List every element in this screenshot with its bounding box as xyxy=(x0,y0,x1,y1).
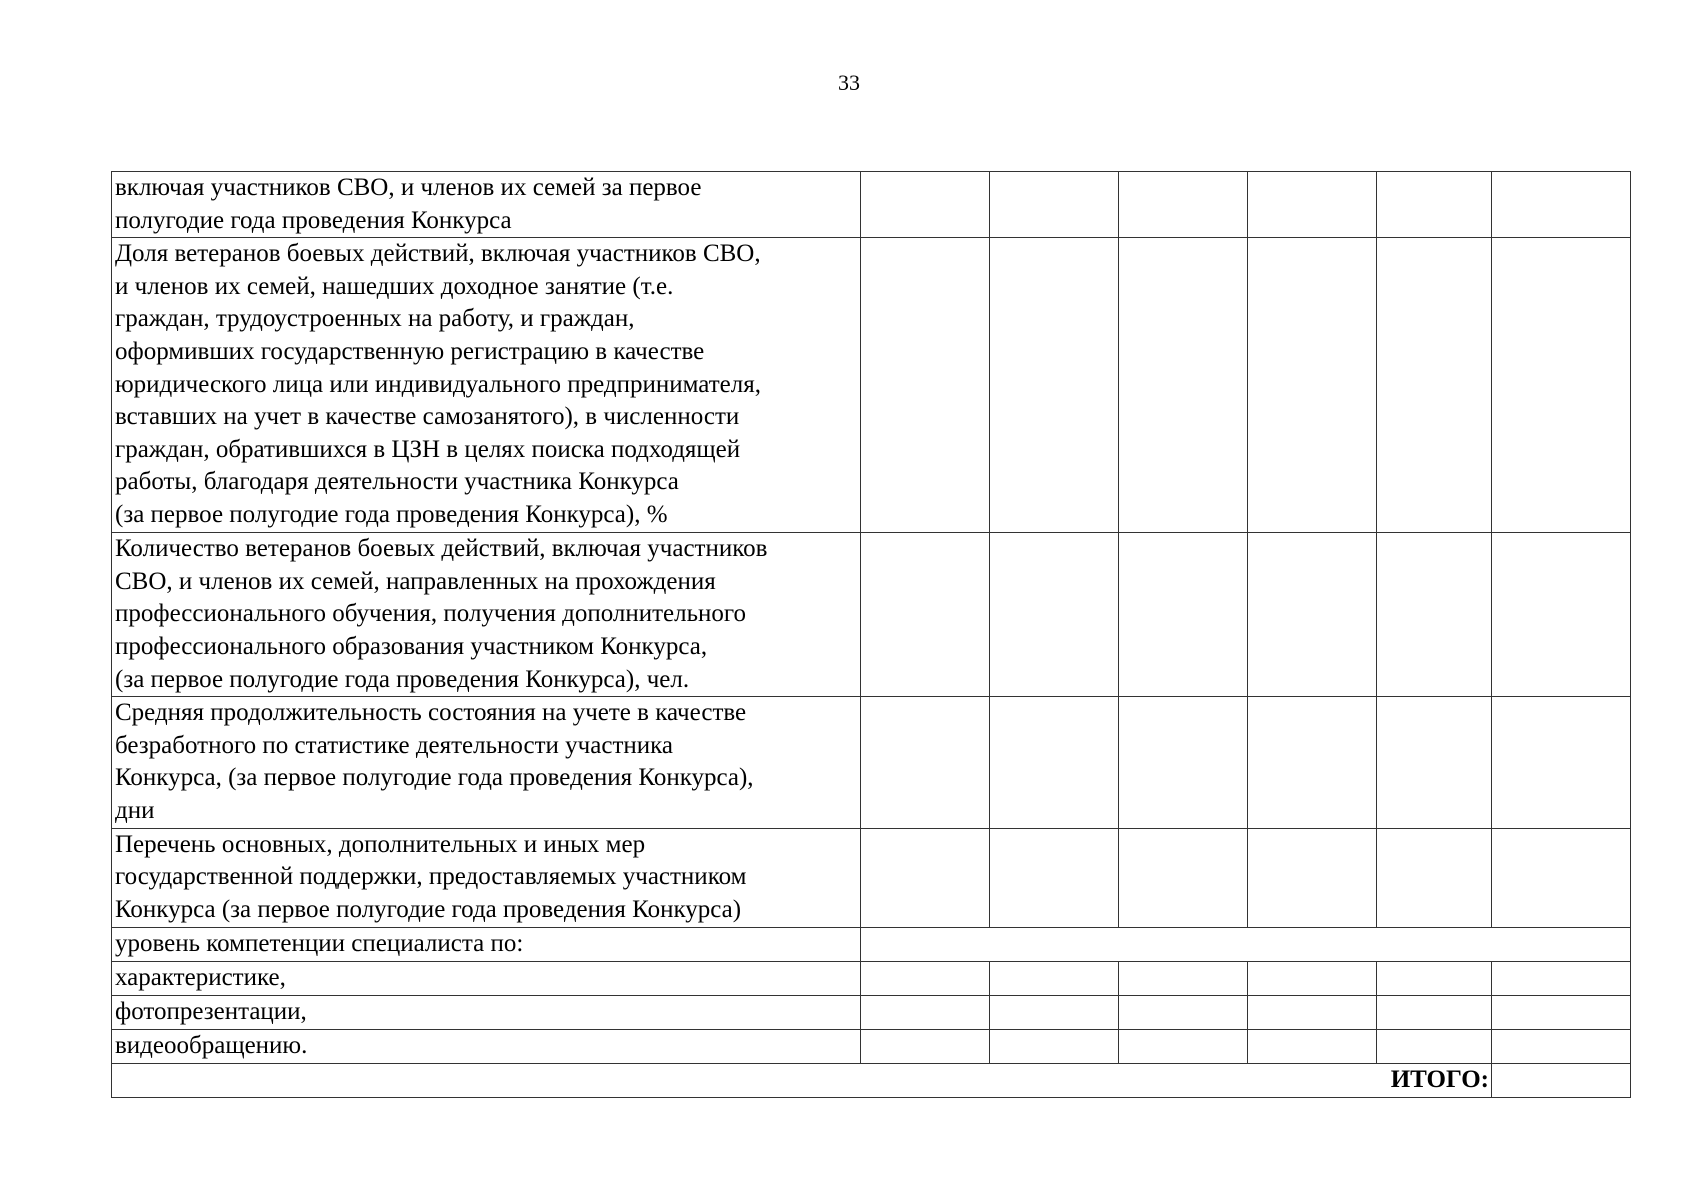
score-cell[interactable] xyxy=(861,238,990,533)
score-cell[interactable] xyxy=(1119,533,1248,697)
score-cell[interactable] xyxy=(1492,995,1631,1029)
total-value-cell[interactable] xyxy=(1492,1063,1631,1097)
score-cell[interactable] xyxy=(1492,172,1631,238)
score-cell[interactable] xyxy=(861,828,990,927)
criterion-text: (за первое полугодие года проведения Конкурса), % xyxy=(115,500,668,528)
criterion-text: вставших на учет в качестве самозанятого), в численности xyxy=(115,403,740,431)
score-cell[interactable] xyxy=(1119,828,1248,927)
total-label: ИТОГО: xyxy=(112,1063,1492,1097)
table-row xyxy=(112,1029,1631,1063)
criterion-cell xyxy=(112,828,861,927)
score-cell[interactable] xyxy=(990,828,1119,927)
criterion-text: юридического лица или индивидуального предпринимателя, xyxy=(115,370,761,398)
criterion-text: Доля ветеранов боевых действий, включая участников СВО, xyxy=(115,240,761,268)
table-row xyxy=(112,961,1631,995)
score-cell[interactable] xyxy=(990,172,1119,238)
table-row xyxy=(112,828,1631,927)
score-cell[interactable] xyxy=(1119,238,1248,533)
criterion-text: Перечень основных, дополнительных и иных мер xyxy=(115,830,646,858)
criterion-cell xyxy=(112,697,861,828)
page-number: 33 xyxy=(838,70,860,95)
score-cell[interactable] xyxy=(1248,1029,1377,1063)
criterion-text: государственной поддержки, предоставляемых участником xyxy=(115,863,747,891)
table-row xyxy=(112,927,1631,961)
criterion-text: граждан, обратившихся в ЦЗН в целях поиска подходящей xyxy=(115,435,741,463)
merged-blank-cell[interactable] xyxy=(861,927,1631,961)
criterion-text: Конкурса, (за первое полугодие года проведения Конкурса), xyxy=(115,764,754,792)
score-cell[interactable] xyxy=(861,533,990,697)
criterion-cell xyxy=(112,533,861,697)
score-cell[interactable] xyxy=(1119,172,1248,238)
score-cell[interactable] xyxy=(1377,995,1492,1029)
score-cell[interactable] xyxy=(1119,1029,1248,1063)
score-cell[interactable] xyxy=(861,172,990,238)
criterion-text: дни xyxy=(115,796,155,824)
criterion-text: включая участников СВО, и членов их семей за первое xyxy=(115,174,702,201)
score-cell[interactable] xyxy=(1492,238,1631,533)
criterion-text: оформивших государственную регистрацию в качестве xyxy=(115,337,705,365)
competence-item-cell: характеристике, xyxy=(112,961,861,995)
criterion-cell xyxy=(112,172,861,238)
score-cell[interactable] xyxy=(861,961,990,995)
score-cell[interactable] xyxy=(990,995,1119,1029)
score-cell[interactable] xyxy=(1377,697,1492,828)
criterion-text: Количество ветеранов боевых действий, включая участников xyxy=(115,535,768,563)
table-row xyxy=(112,995,1631,1029)
score-cell[interactable] xyxy=(861,995,990,1029)
score-cell[interactable] xyxy=(1377,533,1492,697)
score-cell[interactable] xyxy=(1492,828,1631,927)
score-cell[interactable] xyxy=(1248,961,1377,995)
score-cell[interactable] xyxy=(1248,828,1377,927)
score-cell[interactable] xyxy=(1248,697,1377,828)
criterion-cell xyxy=(112,238,861,533)
criterion-text: полугодие года проведения Конкурса xyxy=(115,206,512,234)
evaluation-table xyxy=(111,171,1631,1098)
criterion-text: СВО, и членов их семей, направленных на прохождения xyxy=(115,567,716,595)
score-cell[interactable] xyxy=(990,238,1119,533)
score-cell[interactable] xyxy=(861,1029,990,1063)
criterion-text: Средняя продолжительность состояния на учете в качестве xyxy=(115,699,747,727)
score-cell[interactable] xyxy=(1377,961,1492,995)
score-cell[interactable] xyxy=(1248,533,1377,697)
score-cell[interactable] xyxy=(1248,172,1377,238)
score-cell[interactable] xyxy=(1492,533,1631,697)
score-cell[interactable] xyxy=(1377,1029,1492,1063)
table-row xyxy=(112,172,1631,238)
table-row xyxy=(112,238,1631,533)
score-cell[interactable] xyxy=(1119,995,1248,1029)
criterion-text: профессионального образования участником Конкурса, xyxy=(115,632,708,660)
criterion-text: безработного по статистике деятельности участника xyxy=(115,731,673,759)
competence-item-cell: видеообращению. xyxy=(112,1029,861,1063)
criterion-text: граждан, трудоустроенных на работу, и граждан, xyxy=(115,305,635,333)
criterion-text: и членов их семей, нашедших доходное занятие (т.е. xyxy=(115,272,674,300)
score-cell[interactable] xyxy=(1377,828,1492,927)
score-cell[interactable] xyxy=(1377,172,1492,238)
score-cell[interactable] xyxy=(1377,238,1492,533)
score-cell[interactable] xyxy=(1492,1029,1631,1063)
competence-header-cell: уровень компетенции специалиста по: xyxy=(112,927,861,961)
score-cell[interactable] xyxy=(1248,995,1377,1029)
score-cell[interactable] xyxy=(1248,238,1377,533)
competence-item-cell: фотопрезентации, xyxy=(112,995,861,1029)
score-cell[interactable] xyxy=(1119,697,1248,828)
score-cell[interactable] xyxy=(861,697,990,828)
criterion-text: работы, благодаря деятельности участника Конкурса xyxy=(115,468,679,496)
score-cell[interactable] xyxy=(1119,961,1248,995)
score-cell[interactable] xyxy=(990,961,1119,995)
criterion-text: профессионального обучения, получения дополнительного xyxy=(115,600,747,628)
table-row xyxy=(112,533,1631,697)
criterion-text: (за первое полугодие года проведения Конкурса), чел. xyxy=(115,665,690,693)
score-cell[interactable] xyxy=(990,1029,1119,1063)
criterion-text: Конкурса (за первое полугодие года проведения Конкурса) xyxy=(115,895,742,923)
score-cell[interactable] xyxy=(1492,697,1631,828)
total-row xyxy=(112,1063,1631,1097)
score-cell[interactable] xyxy=(990,533,1119,697)
table-row xyxy=(112,697,1631,828)
score-cell[interactable] xyxy=(1492,961,1631,995)
score-cell[interactable] xyxy=(990,697,1119,828)
